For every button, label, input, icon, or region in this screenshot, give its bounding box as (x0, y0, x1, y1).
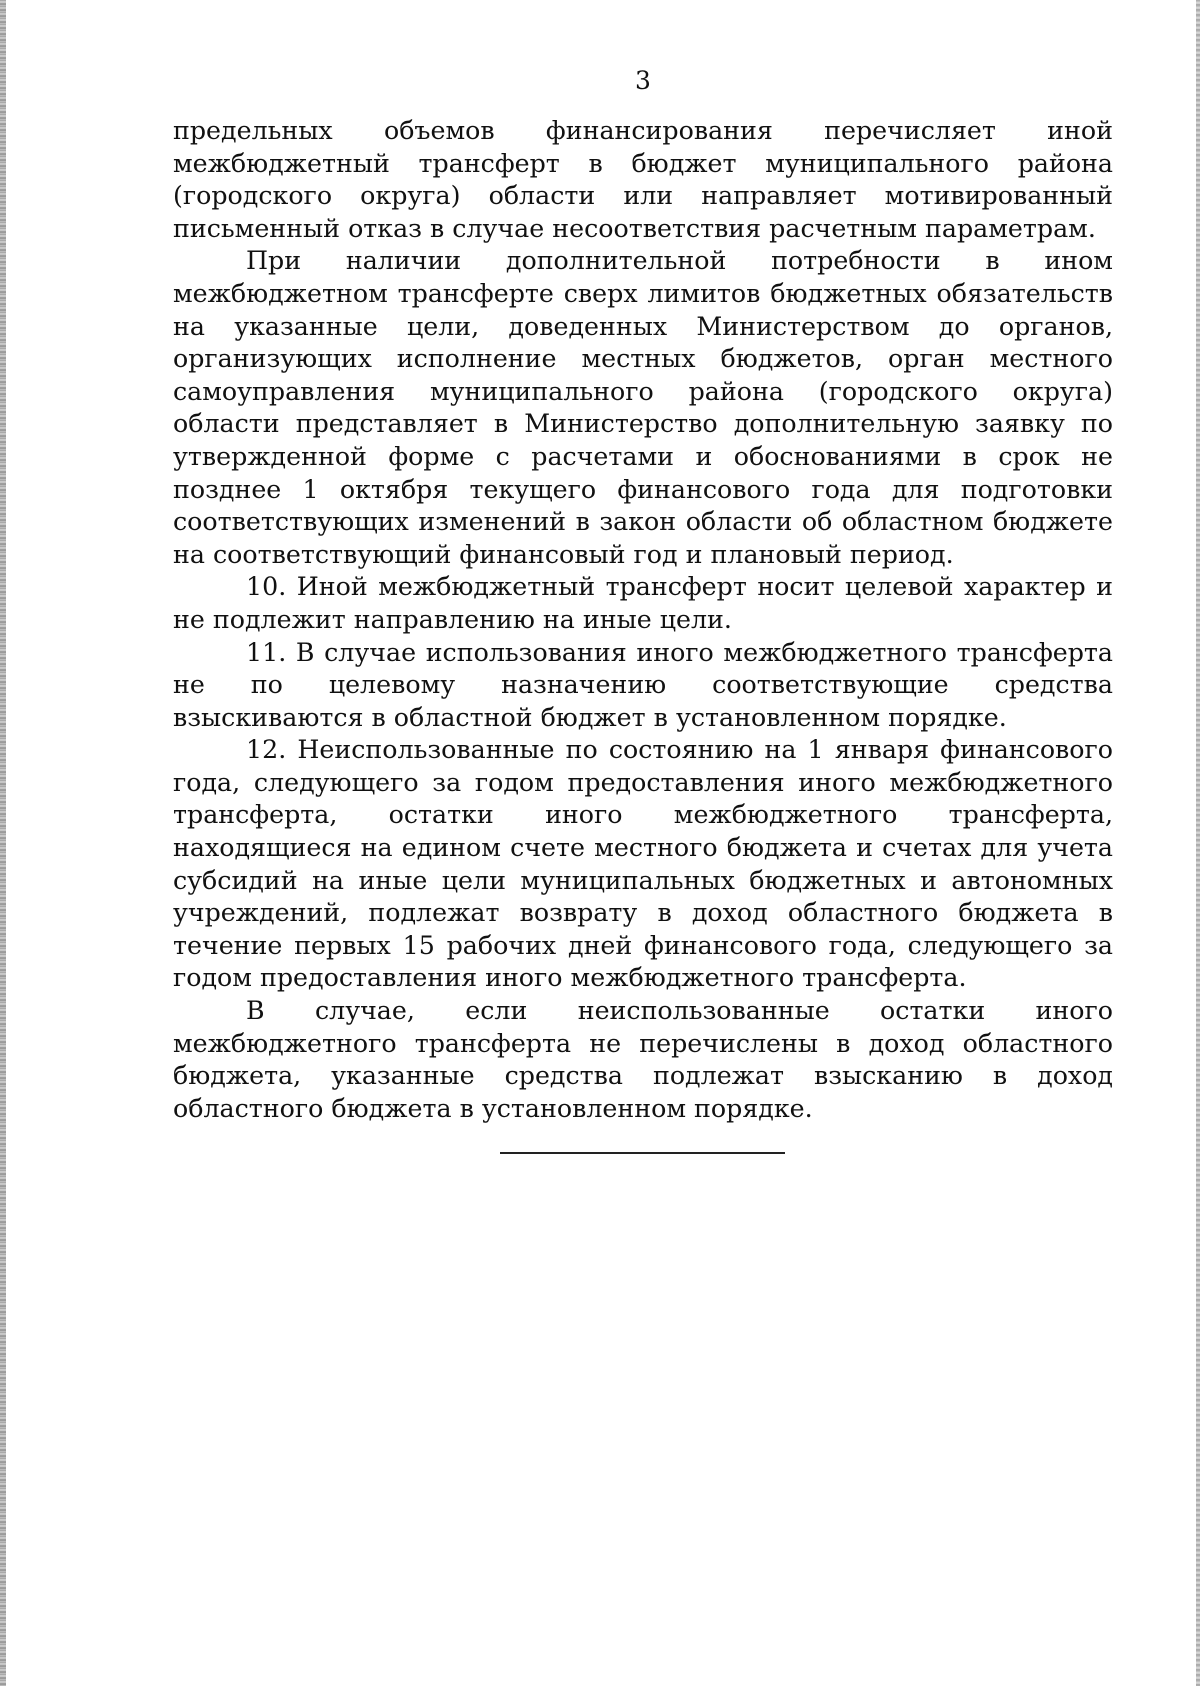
paragraph-1: предельных объемов финансирования перечисляет иной межбюджетный трансферт в бюджет муниципального района (городского округа) области или направляет мотивированный письменный отказ в случае несоответствия расчетным параметрам. (173, 116, 1113, 243)
paragraph-2: При наличии дополнительной потребности в ином межбюджетном трансферте сверх лимитов бюджетных обязательств на указанные цели, доведенных Министерством до органов, организующих исполнение местных бюджетов, орган местного самоуправления муниципального района (городского округа) области представляет в Министерство дополнительную заявку по утвержденной форме с расчетами и обоснованиями в срок не позднее 1 октября текущего финансового года для подготовки соответствующих изменений в закон области об областном бюджете на соответствующий финансовый год и плановый период. (173, 246, 1113, 569)
scan-edge-right (1196, 0, 1200, 1686)
document-body (173, 115, 1113, 1125)
scan-edge-left (0, 0, 6, 1686)
end-separator-line (500, 1152, 785, 1154)
paragraph-5: 12. Неиспользованные по состоянию на 1 января финансового года, следующего за годом предоставления иного межбюджетного трансферта, остатки иного межбюджетного трансферта, находящиеся на едином счете местного бюджета и счетах для учета субсидий на иные цели муниципальных бюджетных и автономных учреждений, подлежат возврату в доход областного бюджета в течение первых 15 рабочих дней финансового года, следующего за годом предоставления иного межбюджетного трансферта. (173, 735, 1113, 993)
paragraph-4: 11. В случае использования иного межбюджетного трансферта не по целевому назначению соответствующие средства взыскиваются в областной бюджет в установленном порядке. (173, 637, 1113, 732)
paragraph-6: В случае, если неиспользованные остатки иного межбюджетного трансферта не перечислены в доход областного бюджета, указанные средства подлежат взысканию в доход областного бюджета в установленном порядке. (173, 996, 1113, 1123)
paragraph-3: 10. Иной межбюджетный трансферт носит целевой характер и не подлежит направлению на иные цели. (173, 572, 1113, 634)
page-number: 3 (635, 66, 651, 95)
